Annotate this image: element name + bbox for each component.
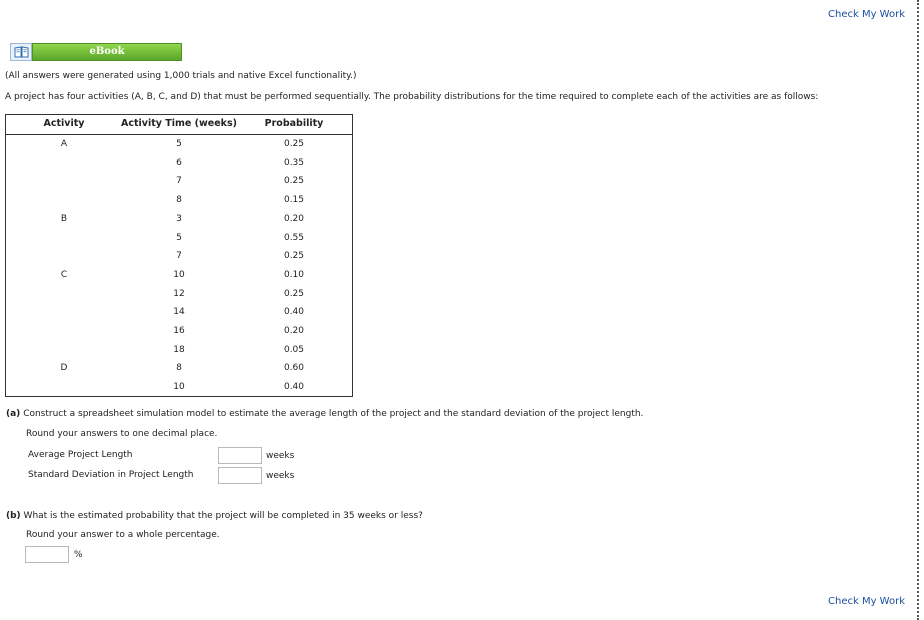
activity-time-cell: 7 (176, 251, 182, 262)
activity-distribution-table (5, 114, 353, 397)
activity-cell: D (60, 363, 68, 374)
part-a-instruction: Round your answers to one decimal place. (26, 429, 218, 439)
activity-time-cell: 14 (173, 307, 185, 318)
probability-cell: 0.60 (283, 363, 305, 374)
table-row (6, 210, 352, 228)
probability-cell: 0.35 (283, 157, 305, 168)
activity-cell: C (60, 269, 68, 280)
part-a-label: (a) (6, 409, 21, 419)
activity-time-cell: 10 (173, 269, 185, 280)
activity-time-cell: 8 (176, 363, 182, 374)
std-dev-input[interactable] (218, 467, 262, 484)
table-row (6, 322, 352, 340)
problem-intro: A project has four activities (A, B, C, and D) that must be performed sequentially. The probability distributions for the time required to complete each of the activities are as follows: (5, 92, 819, 102)
probability-cell: 0.15 (283, 195, 305, 206)
activity-time-cell: 5 (176, 139, 182, 149)
percent-unit: % (74, 550, 83, 560)
probability-cell: 0.40 (283, 382, 305, 393)
header-probability: Probability (264, 118, 324, 129)
probability-cell: 0.25 (283, 251, 305, 262)
average-length-unit: weeks (266, 451, 295, 461)
probability-cell: 0.05 (283, 344, 305, 355)
ebook-button[interactable]: eBook (32, 43, 182, 61)
book-icon[interactable] (10, 43, 32, 61)
probability-cell: 0.40 (283, 307, 305, 318)
probability-cell: 0.20 (283, 213, 305, 224)
table-row (6, 341, 352, 359)
activity-time-cell: 18 (173, 344, 185, 355)
activity-cell: B (60, 213, 68, 224)
trial-note: (All answers were generated using 1,000 trials and native Excel functionality.) (5, 71, 357, 81)
activity-time-cell: 8 (176, 195, 182, 206)
activity-time-cell: 3 (176, 213, 182, 224)
table-row (6, 266, 352, 284)
probability-cell: 0.25 (283, 139, 305, 149)
table-row (6, 303, 352, 321)
table-row (6, 247, 352, 265)
table-row (6, 229, 352, 247)
page-right-border (917, 0, 919, 620)
table-row (6, 154, 352, 172)
probability-cell: 0.25 (283, 176, 305, 187)
table-row (6, 285, 352, 303)
std-dev-unit: weeks (266, 471, 295, 481)
table-row (6, 172, 352, 190)
probability-cell: 0.20 (283, 326, 305, 336)
table-row (6, 135, 352, 153)
probability-input[interactable] (25, 546, 69, 563)
probability-cell: 0.10 (283, 269, 305, 280)
check-my-work-link-bottom[interactable]: Check My Work (828, 596, 905, 607)
activity-time-cell: 10 (173, 382, 185, 393)
activity-time-cell: 5 (176, 232, 182, 243)
part-b-question-text: What is the estimated probability that the project will be completed in 35 weeks or less? (23, 511, 423, 521)
average-length-input[interactable] (218, 447, 262, 464)
table-row (6, 191, 352, 209)
header-activity: Activity (43, 118, 85, 129)
probability-cell: 0.55 (283, 232, 305, 243)
book-icon-graphic (14, 46, 29, 58)
part-b-instruction: Round your answer to a whole percentage. (26, 530, 220, 540)
activity-time-cell: 7 (176, 176, 182, 187)
std-dev-label: Standard Deviation in Project Length (28, 470, 194, 480)
header-activity-time: Activity Time (weeks) (121, 118, 237, 129)
part-b-label: (b) (6, 511, 21, 521)
part-a-question-text: Construct a spreadsheet simulation model to estimate the average length of the project and the standard deviation of the project length. (23, 409, 644, 419)
probability-cell: 0.25 (283, 288, 305, 299)
part-a-question (6, 409, 643, 419)
activity-time-cell: 16 (173, 326, 185, 336)
activity-time-cell: 6 (176, 157, 182, 168)
average-length-label: Average Project Length (28, 450, 133, 460)
activity-time-cell: 12 (173, 288, 185, 299)
table-row (6, 359, 352, 377)
part-b-question (6, 511, 423, 521)
table-row (6, 378, 352, 396)
check-my-work-link-top[interactable]: Check My Work (828, 9, 905, 20)
activity-cell: A (60, 139, 68, 149)
table-header-row (6, 115, 352, 135)
